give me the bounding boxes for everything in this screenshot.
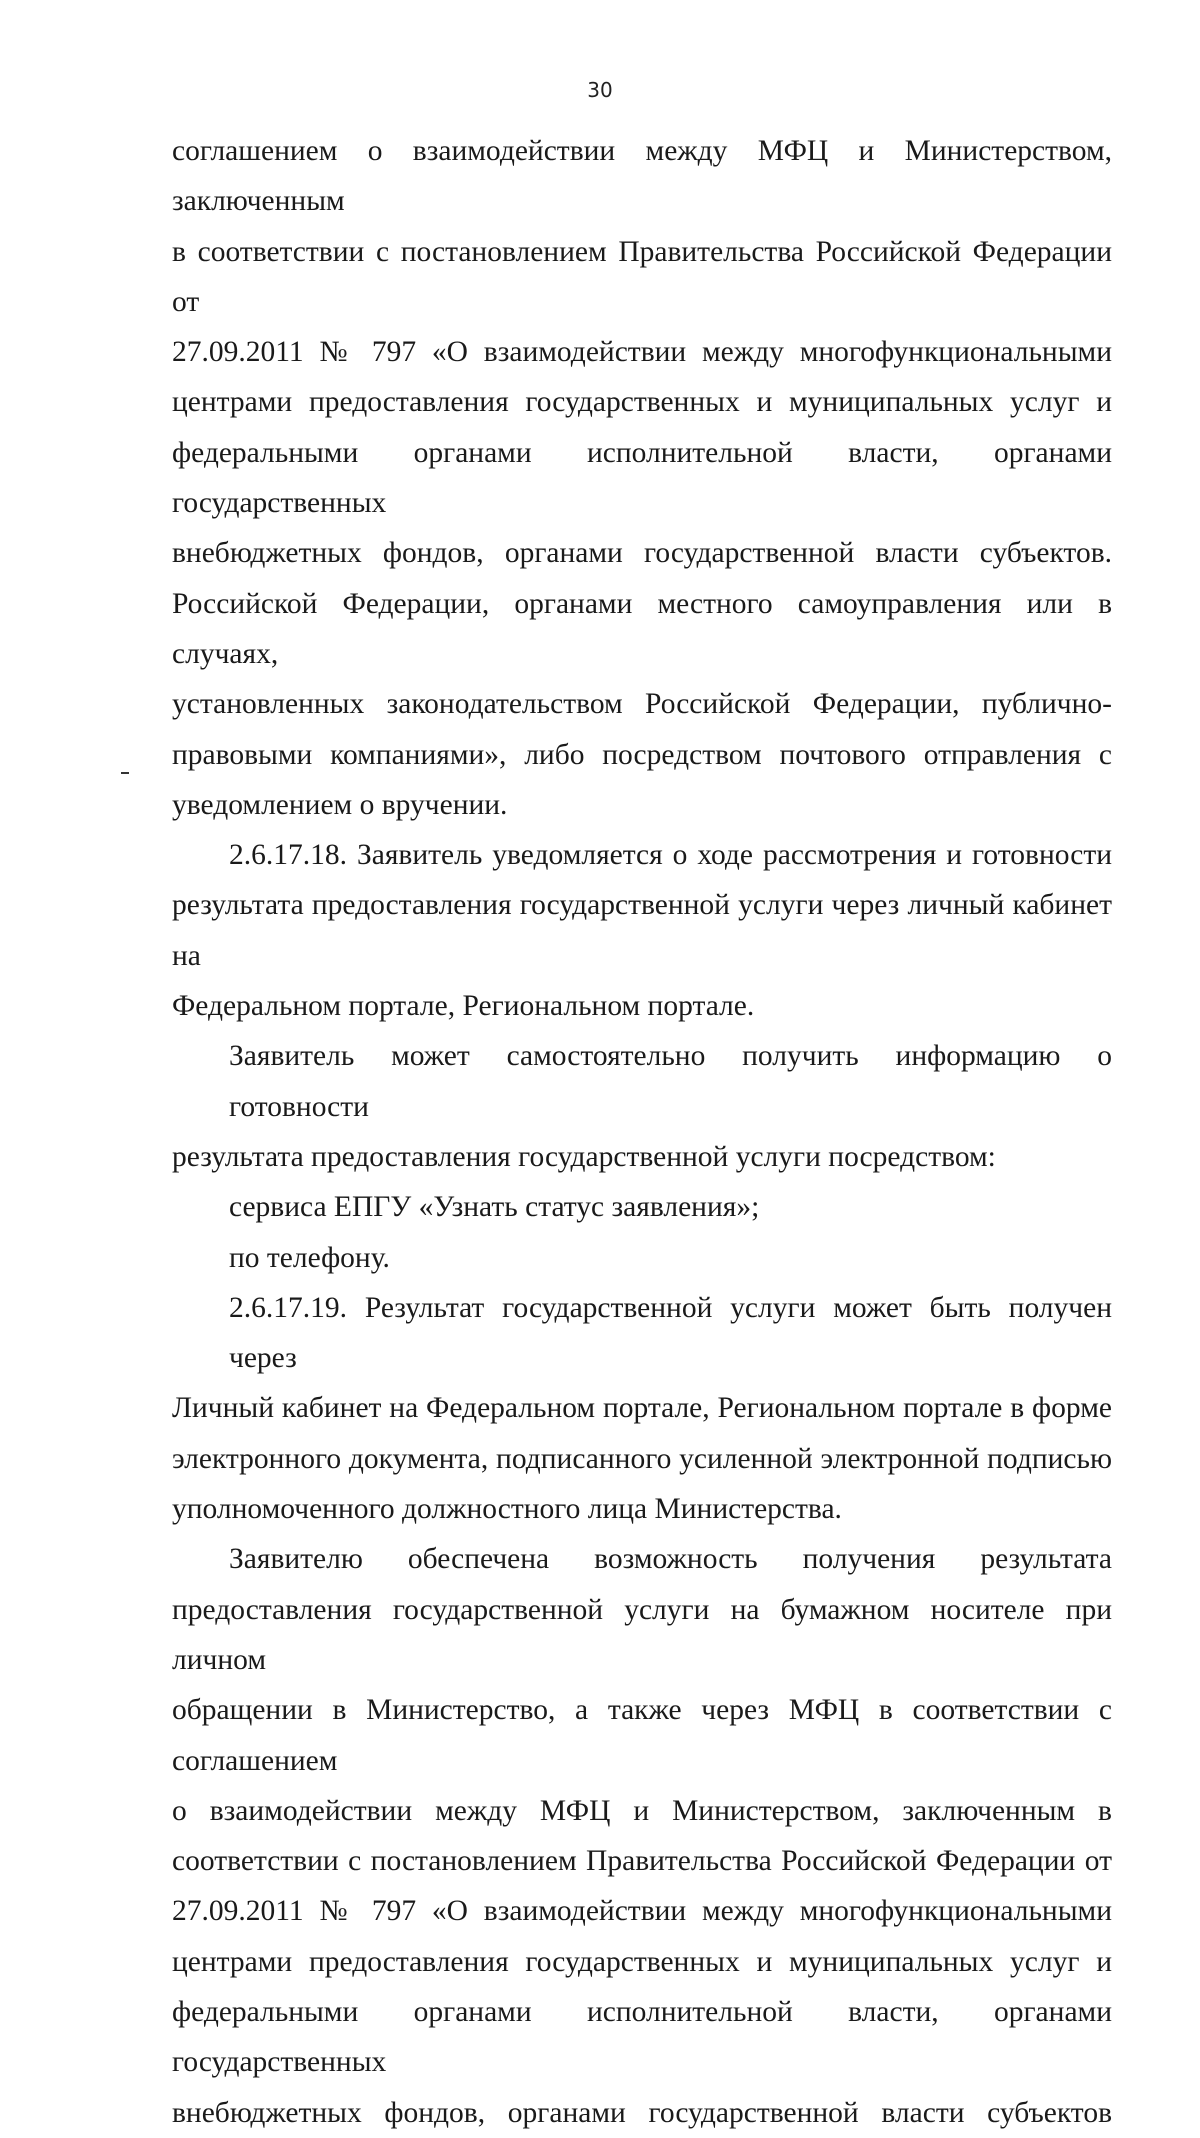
text-line: правовыми компаниями», либо посредством почтового отправления с: [172, 738, 1112, 771]
paragraph-1: [172, 126, 1112, 830]
text-line: сервиса ЕПГУ «Узнать статус заявления»;: [229, 1191, 760, 1224]
text-line: 27.09.2011 № 797 «О взаимодействии между многофункциональными: [172, 336, 1112, 369]
text-line: центрами предоставления государственных и муниципальных услуг и: [172, 386, 1112, 419]
text-line: федеральными органами исполнительной власти, органами государственных: [172, 1995, 1112, 2079]
text-line: уведомлением о вручении.: [172, 788, 508, 821]
text-line: 27.09.2011 № 797 «О взаимодействии между многофункциональными: [172, 1895, 1112, 1928]
text-line: федеральными органами исполнительной власти, органами государственных: [172, 436, 1112, 520]
paragraph-5: [172, 1233, 1112, 1283]
text-line: 2.6.17.19. Результат государственной услуги может быть получен через: [229, 1291, 1112, 1375]
page-number: 30: [587, 78, 613, 102]
text-line: 2.6.17.18. Заявитель уведомляется о ходе рассмотрения и готовности: [229, 839, 1112, 872]
text-line: электронного документа, подписанного усиленной электронной подписью: [172, 1442, 1112, 1475]
text-line: Личный кабинет на Федеральном портале, Региональном портале в форме: [172, 1392, 1112, 1425]
paragraph-7: [172, 1534, 1112, 2138]
text-line: центрами предоставления государственных и муниципальных услуг и: [172, 1945, 1112, 1978]
text-line: результата предоставления государственной услуги через личный кабинет на: [172, 889, 1112, 972]
text-line: Заявителю обеспечена возможность получения результата: [229, 1543, 1112, 1576]
margin-mark: [121, 772, 129, 774]
text-line: обращении в Министерство, а также через МФЦ в соответствии с соглашением: [172, 1694, 1112, 1777]
text-line: соглашением о взаимодействии между МФЦ и Министерством, заключенным: [172, 135, 1112, 218]
text-line: внебюджетных фондов, органами государственной власти субъектов: [172, 2096, 1112, 2129]
text-line: Заявитель может самостоятельно получить информацию о готовности: [229, 1040, 1112, 1123]
text-line: предоставления государственной услуги на бумажном носителе при личном: [172, 1593, 1112, 1676]
text-line: Федеральном портале, Региональном портале.: [172, 990, 755, 1023]
text-line: по телефону.: [229, 1241, 390, 1274]
text-line: уполномоченного должностного лица Министерства.: [172, 1493, 842, 1526]
text-line: в соответствии с постановлением Правительства Российской Федерации от: [172, 235, 1112, 318]
text-line: соответствии с постановлением Правительства Российской Федерации от: [172, 1845, 1112, 1878]
text-line: о взаимодействии между МФЦ и Министерством, заключенным в: [172, 1794, 1112, 1827]
text-line: внебюджетных фондов, органами государственной власти субъектов.: [172, 537, 1112, 570]
text-line: Российской Федерации, органами местного самоуправления или в случаях,: [172, 587, 1112, 670]
paragraph-2.6.17.18: [172, 830, 1112, 1031]
document-body: [172, 126, 1112, 2138]
text-line: результата предоставления государственной услуги посредством:: [172, 1140, 996, 1173]
paragraph-4: [172, 1182, 1112, 1232]
text-line: установленных законодательством Российской Федерации, публично-: [172, 688, 1112, 721]
paragraph-3: [172, 1031, 1112, 1182]
paragraph-2.6.17.19: [172, 1283, 1112, 1534]
